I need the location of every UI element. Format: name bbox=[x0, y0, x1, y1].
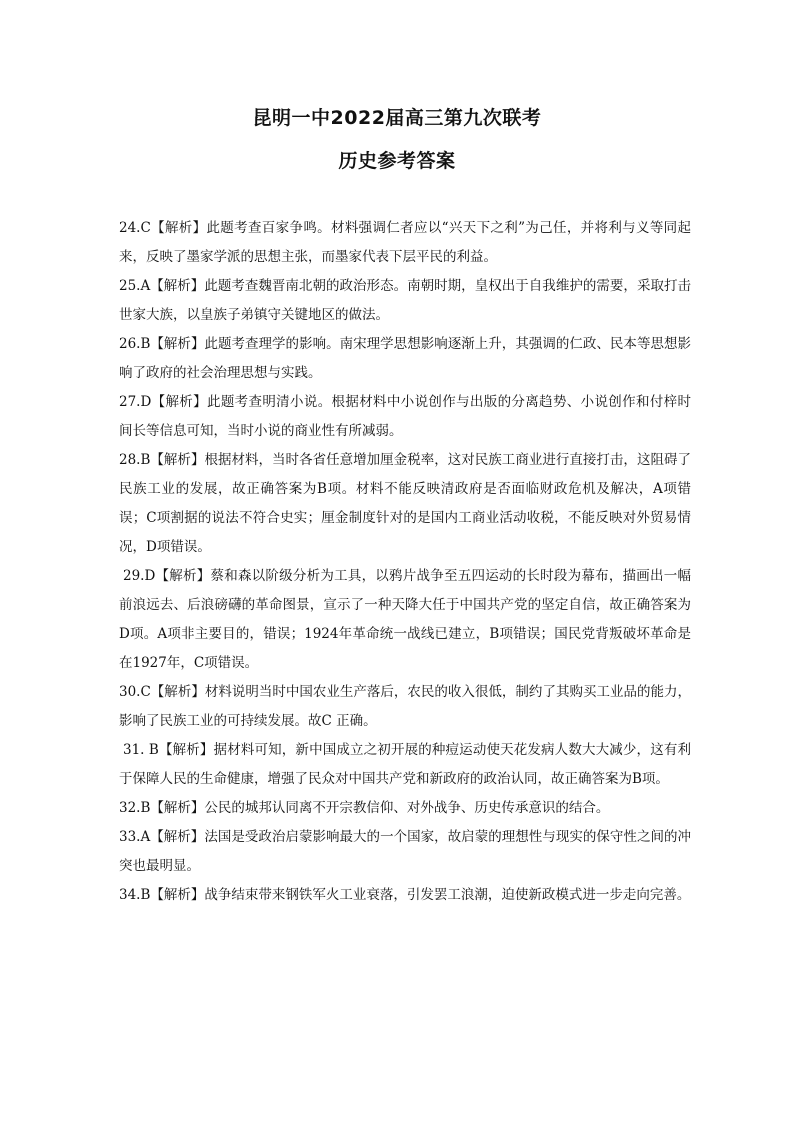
answer-list bbox=[119, 214, 691, 910]
document-subtitle: 历史参考答案 bbox=[338, 150, 456, 172]
answer-item-24: 24.C【解析】此题考查百家争鸣。材料强调仁者应以“兴天下之利”为己任，并将利与义等同起来，反映了墨家学派的思想主张，而墨家代表下层平民的利益。 bbox=[119, 220, 691, 265]
answer-item-26: 26.B【解析】此题考查理学的影响。南宋理学思想影响逐渐上升，其强调的仁政、民本等思想影响了政府的社会治理思想与实践。 bbox=[119, 336, 691, 381]
answer-item-27: 27.D【解析】此题考查明清小说。根据材料中小说创作与出版的分离趋势、小说创作和付梓时间长等信息可知，当时小说的商业性有所减弱。 bbox=[119, 394, 691, 439]
answer-item-32: 32.B【解析】公民的城邦认同离不开宗教信仰、对外战争、历史传承意识的结合。 bbox=[119, 800, 610, 816]
document-title: 昆明一中2022届高三第九次联考 bbox=[252, 107, 542, 129]
answer-item-33: 33.A【解析】法国是受政治启蒙影响最大的一个国家，故启蒙的理想性与现实的保守性之间的冲突也最明显。 bbox=[119, 829, 691, 874]
answer-item-31: 31. B【解析】据材料可知，新中国成立之初开展的种痘运动使天花发病人数大大减少，这有利于保障人民的生命健康，增强了民众对中国共产党和新政府的政治认同，故正确答案为B项。 bbox=[119, 742, 691, 787]
answer-item-25: 25.A【解析】此题考查魏晋南北朝的政治形态。南朝时期，皇权出于自我维护的需要，采取打击世家大族，以皇族子弟镇守关键地区的做法。 bbox=[119, 278, 691, 323]
answer-item-28: 28.B【解析】根据材料，当时各省任意增加厘金税率，这对民族工商业进行直接打击，这阻碍了民族工业的发展，故正确答案为B项。材料不能反映清政府是否面临财政危机及解决，A项错误；C项割据的说法不符合史实；厘金制度针对的是国内工商业活动收税，不能反映对外贸易情况，D项错误。 bbox=[119, 452, 691, 555]
answer-item-34: 34.B【解析】战争结束带来钢铁军火工业衰落，引发罢工浪潮，迫使新政模式进一步走向完善。 bbox=[119, 887, 691, 903]
answer-item-29: 29.D【解析】蔡和森以阶级分析为工具，以鸦片战争至五四运动的长时段为幕布，描画出一幅前浪远去、后浪磅礴的革命图景，宣示了一种天降大任于中国共产党的坚定自信，故正确答案为D项。A项非主要目的，错误；1924年革命统一战线已建立，B项错误；国民党背叛破坏革命是在1927年，C项错误。 bbox=[119, 568, 691, 671]
answer-item-30: 30.C【解析】材料说明当时中国农业生产落后，农民的收入很低，制约了其购买工业品的能力，影响了民族工业的可持续发展。故C 正确。 bbox=[119, 684, 691, 729]
